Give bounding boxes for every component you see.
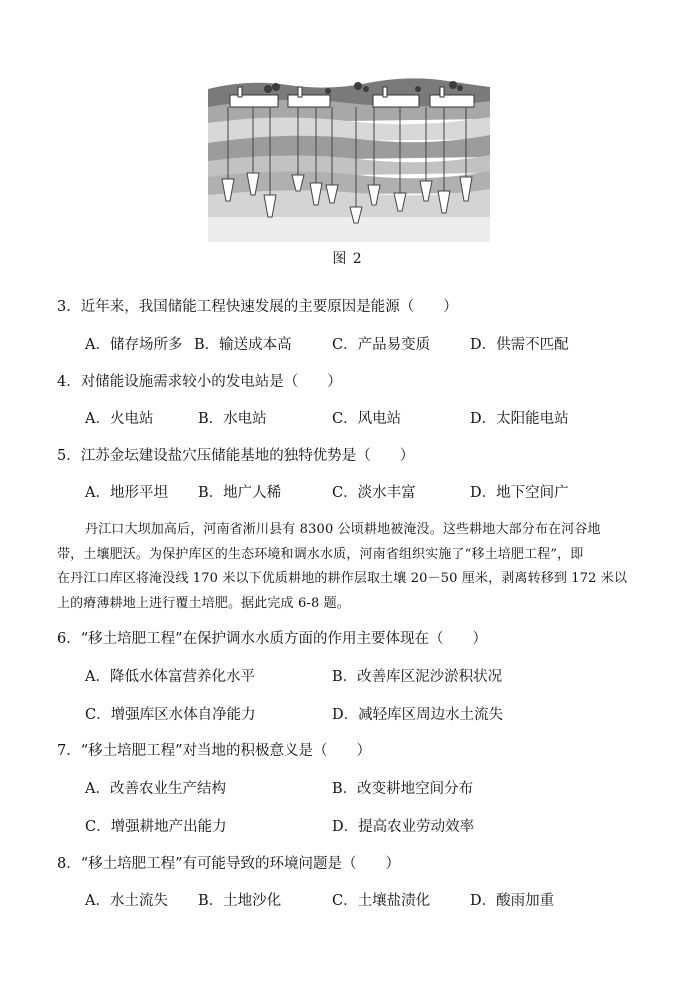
passage-line-1: 丹江口大坝加高后，河南省淅川县有 8300 公顷耕地被淹没。这些耕地大部分布在河谷地 (85, 522, 601, 537)
reading-passage (57, 518, 653, 616)
question-5-options (85, 483, 645, 503)
question-8-option-b[interactable]: B．土地沙化 (198, 893, 282, 909)
question-7-options-row-1 (85, 779, 645, 799)
question-7-option-c[interactable]: C．增强耕地产出能力 (85, 819, 227, 835)
passage-line-3: 在丹江口库区将淹没线 170 米以下优质耕地的耕作层取土壤 20－50 厘米，剥离转移到 172 米以 (57, 571, 628, 586)
passage-line-4: 上的瘠薄耕地上进行覆土培肥。据此完成 6-8 题。 (57, 595, 350, 611)
question-4-option-b[interactable]: B．水电站 (198, 411, 267, 427)
question-6-options-row-2 (85, 705, 645, 725)
question-6-option-d[interactable]: D．减轻库区周边水土流失 (332, 707, 504, 723)
question-8-options (85, 891, 645, 911)
question-3-option-c[interactable]: C．产品易变质 (332, 337, 431, 353)
question-6-options-row-1 (85, 667, 645, 687)
question-3-options (85, 335, 645, 355)
question-4-option-d[interactable]: D．太阳能电站 (470, 411, 569, 427)
question-6-stem: 6．“移土培肥工程”在保护调水水质方面的作用主要体现在（ ） (57, 631, 488, 647)
question-7-option-b[interactable]: B．改变耕地空间分布 (332, 781, 474, 797)
salt-cavern-storage-diagram (208, 77, 490, 242)
question-4-stem: 4．对储能设施需求较小的发电站是（ ） (57, 374, 342, 390)
question-5-option-b[interactable]: B．地广人稀 (198, 485, 282, 501)
question-4-option-c[interactable]: C．风电站 (332, 411, 402, 427)
question-3-option-b[interactable]: B．输送成本高 (194, 337, 292, 353)
question-7-option-d[interactable]: D．提高农业劳动效率 (332, 819, 475, 835)
question-3-option-d[interactable]: D．供需不匹配 (470, 337, 569, 353)
question-7-stem: 7．“移土培肥工程”对当地的积极意义是（ ） (57, 743, 372, 759)
geology-cross-section-icon (208, 77, 490, 242)
question-4-options (85, 409, 645, 429)
question-7-options-row-2 (85, 817, 645, 837)
question-3-option-a[interactable]: A．储存场所多 (85, 337, 183, 353)
question-8-option-c[interactable]: C．土壤盐渍化 (332, 893, 431, 909)
question-8-option-a[interactable]: A．水土流失 (85, 893, 168, 909)
question-8-stem: 8．“移土培肥工程”有可能导致的环境问题是（ ） (57, 856, 401, 872)
question-5-stem: 5．江苏金坛建设盐穴压储能基地的独特优势是（ ） (57, 448, 415, 464)
passage-line-2: 带，土壤肥沃。为保护库区的生态环境和调水水质，河南省组织实施了“移土培肥工程”，即 (57, 546, 584, 562)
question-6-option-c[interactable]: C．增强库区水体自净能力 (85, 707, 256, 723)
question-5-option-d[interactable]: D．地下空间广 (470, 485, 569, 501)
question-7-option-a[interactable]: A．改善农业生产结构 (85, 781, 226, 797)
question-3-stem: 3．近年来，我国储能工程快速发展的主要原因是能源（ ） (57, 299, 458, 315)
question-8-option-d[interactable]: D．酸雨加重 (470, 893, 555, 909)
question-5-option-a[interactable]: A．地形平坦 (85, 485, 168, 501)
question-4-option-a[interactable]: A．火电站 (85, 411, 154, 427)
figure-caption: 图 2 (332, 251, 363, 267)
question-6-option-b[interactable]: B．改善库区泥沙淤积状况 (332, 669, 503, 685)
question-6-option-a[interactable]: A．降低水体富营养化水平 (85, 669, 255, 685)
question-5-option-c[interactable]: C．淡水丰富 (332, 485, 416, 501)
